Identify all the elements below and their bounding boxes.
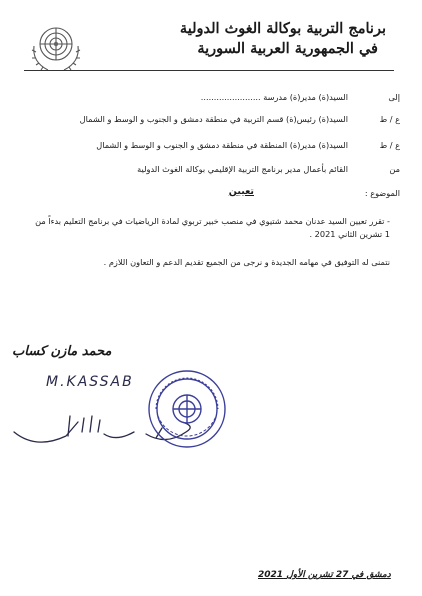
subject-label: الموضوع : <box>364 188 400 198</box>
signatory-name: محمد مازن كساب <box>12 344 112 359</box>
from-value: القائم بأعمال مدير برنامج التربية الإقليمي بوكالة الغوث الدولية <box>137 164 348 174</box>
cc-value-2: السيد(ة) مدير(ة) المنطقة في منطقة دمشق و الجنوب و الوسط و الشمال <box>96 140 348 150</box>
from-label: من <box>389 164 400 174</box>
cc-label-2: ع / ط <box>379 140 400 150</box>
to-value: السيد(ة) مدير(ة) مدرسة ....................... <box>200 92 348 102</box>
organization-title: برنامج التربية بوكالة الغوث الدولية <box>179 20 386 37</box>
date-footer: دمشق في 27 تشرين الأول 2021 <box>258 570 391 580</box>
cc-value-1: السيد(ة) رئيس(ة) قسم التربية في منطقة دمشق و الجنوب و الوسط و الشمال <box>79 114 348 124</box>
subject-value: تعيين <box>228 186 254 197</box>
un-emblem-icon <box>26 16 86 76</box>
unrwa-seal-stamp <box>146 368 228 450</box>
to-label: إلى <box>388 92 400 102</box>
cc-label-1: ع / ط <box>379 114 400 124</box>
body-paragraph-2: نتمنى له التوفيق في مهامه الجديدة و نرجى من الجميع تقديم الدعم و التعاون اللازم . <box>103 257 390 267</box>
header-divider <box>24 70 394 71</box>
signature-latin-name: M.KASSAB <box>46 374 134 390</box>
organization-subtitle: في الجمهورية العربية السورية <box>197 40 378 57</box>
body-paragraph-1: - تقرر تعيين السيد عدنان محمد شتيوي في منصب خبير تربوي لمادة الرياضيات في برنامج التعليم بدءاً من 1 تشرين الثاني 2021 . <box>35 216 390 239</box>
